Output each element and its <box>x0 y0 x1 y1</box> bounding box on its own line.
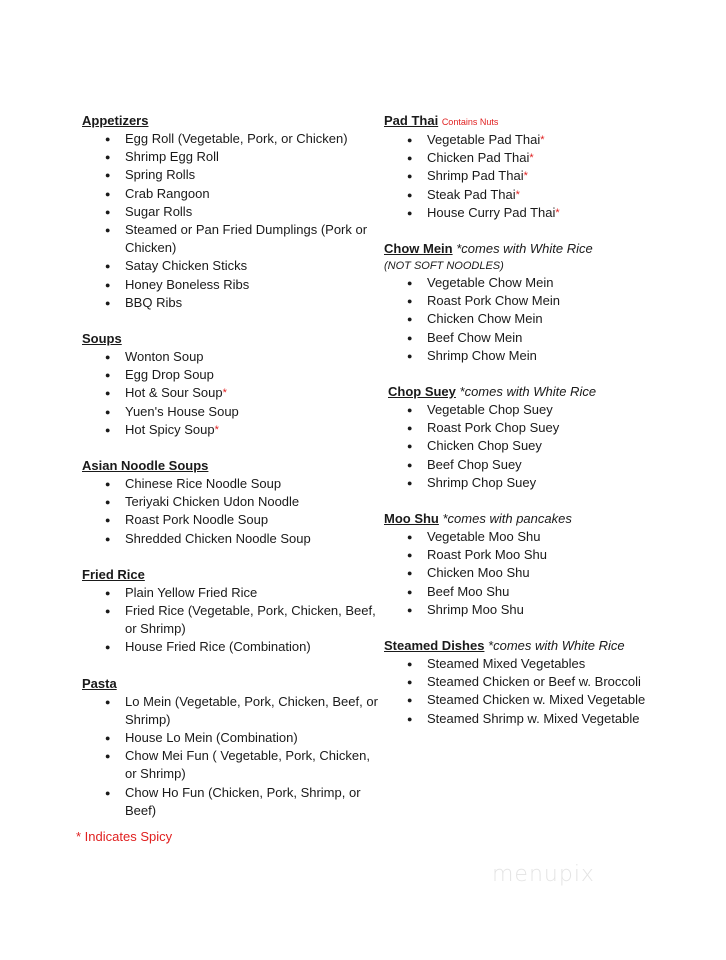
menu-item <box>384 437 684 455</box>
menu-item <box>384 131 684 149</box>
menu-item-list <box>384 274 684 365</box>
section-heading <box>82 566 382 584</box>
menu-item <box>82 602 382 638</box>
menu-item <box>82 729 382 747</box>
section-heading <box>82 112 382 130</box>
menu-item <box>384 691 684 709</box>
menu-item <box>384 419 684 437</box>
menu-item-label: Vegetable Moo Shu <box>427 529 541 545</box>
menu-item-label: Crab Rangoon <box>125 185 210 201</box>
menu-item <box>82 148 382 166</box>
menu-item-label: Shrimp Egg Roll <box>125 149 219 165</box>
menu-item <box>82 166 382 184</box>
menu-item <box>82 203 382 221</box>
menu-item <box>384 274 684 292</box>
menu-item-label: Chicken Moo Shu <box>427 565 530 581</box>
menu-item <box>82 693 382 729</box>
menu-item-list <box>82 475 382 548</box>
section-title: Moo Shu <box>384 511 439 527</box>
menu-item-label: Lo Mein (Vegetable, Pork, Chicken, Beef, or Shrimp) <box>125 693 378 727</box>
menu-item-label: Vegetable Chop Suey <box>427 402 553 418</box>
menu-item-label: Chicken Pad Thai <box>427 150 530 166</box>
section-heading <box>384 240 684 258</box>
spicy-marker: * <box>523 170 528 183</box>
menu-item-label: Spring Rolls <box>125 167 196 183</box>
menu-item-label: Roast Pork Chow Mein <box>427 293 560 309</box>
section-subnote: (NOT SOFT NOODLES) <box>384 260 504 273</box>
menu-item <box>82 366 382 384</box>
menu-item <box>82 294 382 312</box>
menu-left-column <box>82 112 382 820</box>
menu-item-label: Satay Chicken Sticks <box>125 258 248 274</box>
menu-item <box>384 310 684 328</box>
menu-item <box>384 655 684 673</box>
menu-item-label: Shrimp Chop Suey <box>427 474 537 490</box>
section-note: *comes with White Rice <box>452 241 593 257</box>
section-pasta <box>82 675 382 820</box>
menu-item <box>82 221 382 257</box>
menu-item <box>384 583 684 601</box>
menu-item-label: House Fried Rice (Combination) <box>125 639 311 655</box>
menu-item <box>82 747 382 783</box>
spicy-marker: * <box>515 188 520 201</box>
section-note: *comes with White Rice <box>455 384 597 400</box>
section-title: Steamed Dishes <box>384 638 485 654</box>
menu-item <box>384 167 684 185</box>
menu-item-list <box>82 584 382 657</box>
menu-item-label: Roast Pork Chop Suey <box>427 420 560 436</box>
menu-item-label: Beef Moo Shu <box>427 583 510 599</box>
menu-item <box>384 149 684 167</box>
menu-item <box>384 401 684 419</box>
menu-item-label: Steamed Shrimp w. Mixed Vegetable <box>427 710 640 726</box>
section-chop-suey <box>384 383 684 492</box>
menu-item-list <box>384 655 684 728</box>
menu-item-label: Shrimp Pad Thai <box>427 168 524 184</box>
spicy-marker: * <box>540 134 545 146</box>
menu-item-label: Chicken Chow Mein <box>427 311 543 327</box>
menu-item-label: Roast Pork Noodle Soup <box>125 512 269 528</box>
menu-item <box>384 673 684 691</box>
section-heading <box>82 675 382 693</box>
menu-item <box>384 528 684 546</box>
menu-item-label: Shrimp Moo Shu <box>427 601 524 617</box>
menu-item <box>82 403 382 421</box>
menu-item-label: Teriyaki Chicken Udon Noodle <box>125 494 300 510</box>
section-note: *comes with White Rice <box>484 638 625 654</box>
spicy-footnote: * Indicates Spicy <box>76 829 173 844</box>
menu-item-label: Vegetable Pad Thai <box>427 132 541 147</box>
menu-item <box>82 348 382 366</box>
section-title: Pad Thai <box>384 113 439 128</box>
section-fried-rice <box>82 566 382 657</box>
spicy-marker: * <box>555 206 560 219</box>
menu-item <box>82 475 382 493</box>
menu-item <box>384 186 684 204</box>
spicy-marker: * <box>214 423 219 436</box>
menu-item-label: Steamed Chicken or Beef w. Broccoli <box>427 674 641 690</box>
section-title: Pasta <box>82 675 117 691</box>
menu-item <box>82 421 382 439</box>
menu-item <box>82 130 382 148</box>
menu-item <box>384 204 684 222</box>
menu-item <box>384 710 684 728</box>
menu-item <box>384 329 684 347</box>
menu-item-label: House Curry Pad Thai <box>427 204 556 220</box>
section-heading <box>82 330 382 348</box>
section-heading <box>384 510 684 528</box>
section-moo-shu <box>384 510 684 619</box>
section-heading <box>82 457 382 475</box>
menu-item-label: Shredded Chicken Noodle Soup <box>125 530 311 546</box>
menu-item <box>384 564 684 582</box>
menu-item-label: Hot & Sour Soup <box>125 385 223 401</box>
menu-item <box>82 276 382 294</box>
menu-item-label: Yuen's House Soup <box>125 403 239 419</box>
section-title: Chow Mein <box>384 241 453 257</box>
section-soups <box>82 330 382 439</box>
menu-item <box>82 638 382 656</box>
section-heading <box>384 383 684 401</box>
menu-item-label: Chow Mei Fun ( Vegetable, Pork, Chicken, or Shrimp) <box>125 748 370 782</box>
menu-item-label: House Lo Mein (Combination) <box>125 730 298 746</box>
menu-item-label: Sugar Rolls <box>125 203 193 219</box>
menu-item-label: Hot Spicy Soup <box>125 421 215 437</box>
menu-item-label: Egg Roll (Vegetable, Pork, or Chicken) <box>125 131 348 146</box>
menu-item <box>82 185 382 203</box>
section-heading <box>384 112 684 131</box>
menu-item-label: Shrimp Chow Mein <box>427 347 537 363</box>
menu-item-label: Beef Chop Suey <box>427 456 522 472</box>
section-title: Chop Suey <box>388 384 456 400</box>
section-title: Appetizers <box>82 113 149 128</box>
menu-item <box>82 511 382 529</box>
menu-item <box>384 292 684 310</box>
menu-item <box>384 546 684 564</box>
menu-item-label: Egg Drop Soup <box>125 367 214 383</box>
menu-item-label: BBQ Ribs <box>125 294 183 310</box>
menu-item <box>384 456 684 474</box>
menu-item-list <box>384 401 684 492</box>
contains-nuts-note: Contains Nuts <box>441 117 499 127</box>
menu-item-label: Steamed or Pan Fried Dumplings (Pork or Chicken) <box>125 222 368 256</box>
section-asian-noodle-soups <box>82 457 382 548</box>
section-chow-mein <box>384 240 684 365</box>
menu-item-label: Beef Chow Mein <box>427 329 523 345</box>
menu-item-list <box>82 348 382 439</box>
menu-item-list <box>82 130 382 312</box>
menupix-watermark: menupix <box>492 862 595 887</box>
menu-item-list <box>384 528 684 619</box>
section-title: Soups <box>82 331 122 347</box>
section-note: *comes with pancakes <box>438 511 572 527</box>
menu-item <box>384 601 684 619</box>
menu-item <box>384 347 684 365</box>
section-heading <box>384 637 684 655</box>
section-title: Asian Noodle Soups <box>82 458 209 474</box>
menu-item-list <box>384 131 684 222</box>
menu-item-label: Chinese Rice Noodle Soup <box>125 476 282 492</box>
menu-item-label: Wonton Soup <box>125 349 204 365</box>
menu-item-label: Steak Pad Thai <box>427 186 516 202</box>
menu-item <box>82 257 382 275</box>
menu-item-list <box>82 693 382 820</box>
menu-item <box>82 530 382 548</box>
spicy-marker: * <box>222 387 227 400</box>
menu-item <box>384 474 684 492</box>
menu-item <box>82 784 382 820</box>
menu-item-label: Roast Pork Moo Shu <box>427 547 547 563</box>
menu-right-column <box>384 112 684 728</box>
menu-item-label: Chow Ho Fun (Chicken, Pork, Shrimp, or Beef) <box>125 784 361 818</box>
menu-item-label: Chicken Chop Suey <box>427 438 542 454</box>
menu-item-label: Vegetable Chow Mein <box>427 275 554 291</box>
section-title: Fried Rice <box>82 566 145 582</box>
section-steamed-dishes <box>384 637 684 728</box>
spicy-marker: * <box>529 152 534 165</box>
menu-item-label: Plain Yellow Fried Rice <box>125 584 258 600</box>
menu-item <box>82 493 382 511</box>
menu-item-label: Steamed Chicken w. Mixed Vegetable <box>427 692 646 708</box>
section-appetizers <box>82 112 382 312</box>
menu-item <box>82 384 382 402</box>
menu-item-label: Steamed Mixed Vegetables <box>427 656 586 672</box>
menu-item-label: Fried Rice (Vegetable, Pork, Chicken, Beef, or Shrimp) <box>125 603 376 637</box>
section-pad-thai <box>384 112 684 222</box>
menu-item-label: Honey Boneless Ribs <box>125 276 250 292</box>
menu-item <box>82 584 382 602</box>
